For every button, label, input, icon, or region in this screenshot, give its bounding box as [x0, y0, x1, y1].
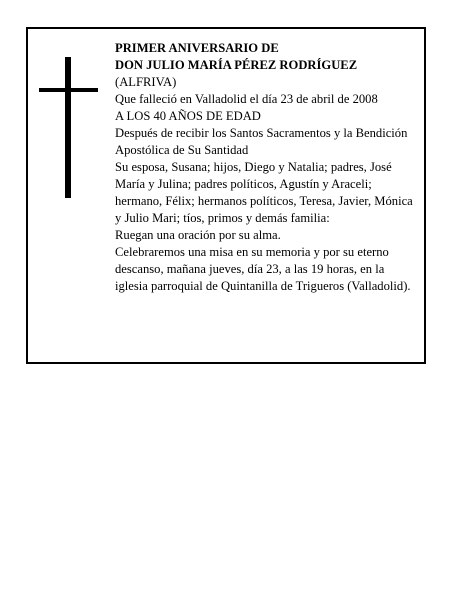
- notice-nickname: (ALFRIVA): [115, 75, 177, 89]
- notice-mass-info: Celebraremos una misa en su memoria y por su eterno descanso, mañana jueves, día 23, a las 19 horas, en la iglesia parroquial de Quintanilla de Trigueros (Valladolid).: [115, 245, 411, 293]
- cross-icon-horizontal-bar: [39, 88, 98, 92]
- notice-death-info: Que falleció en Valladolid el día 23 de abril de 2008: [115, 92, 378, 106]
- obituary-notice: [26, 27, 426, 364]
- notice-heading-line1: PRIMER ANIVERSARIO DE: [115, 41, 279, 55]
- notice-prayer-request: Ruegan una oración por su alma.: [115, 228, 281, 242]
- notice-family: Su esposa, Susana; hijos, Diego y Natalia; padres, José María y Julina; padres políticos, Agustín y Araceli; hermano, Félix; hermanos políticos, Teresa, Javier, Mónica y Julio Mari; tíos, primos y demás familia:: [115, 160, 413, 225]
- notice-sacraments: Después de recibir los Santos Sacramentos y la Bendición Apostólica de Su Santidad: [115, 126, 408, 157]
- notice-age: A LOS 40 AÑOS DE EDAD: [115, 109, 261, 123]
- cross-icon-vertical-bar: [65, 57, 71, 198]
- notice-text: [115, 40, 415, 295]
- notice-heading-name: DON JULIO MARÍA PÉREZ RODRÍGUEZ: [115, 58, 358, 72]
